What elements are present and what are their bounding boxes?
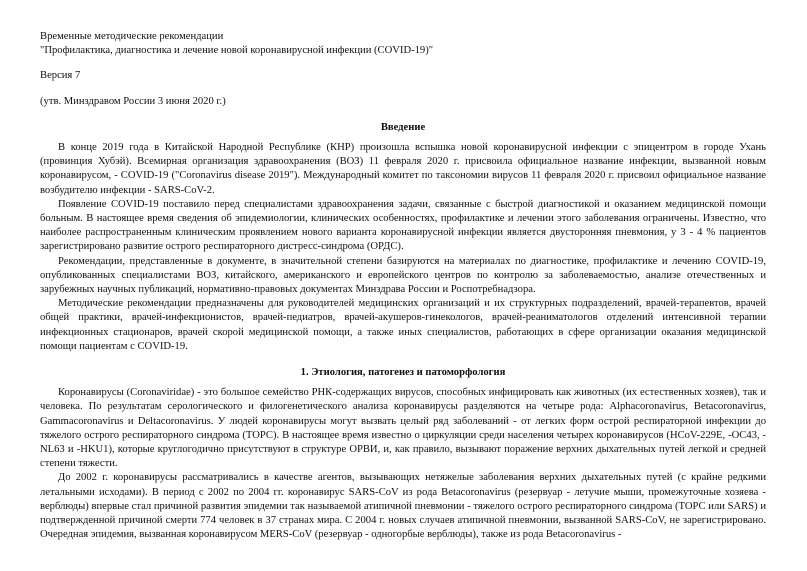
intro-paragraph: Появление COVID-19 поставило перед специалистами здравоохранения задачи, связанные с быстрой диагностикой и оказанием медицинской помощи больным. В настоящее время сведения об эпидемиологии, клинических особенностях, профилактике и лечении этого заболевания ограничены. Известно, что наиболее распространенным клиническим проявлением нового варианта коронавирусной инфекции является двусторонняя пневмония, у 3 - 4 % пациентов зарегистрировано развитие острого респираторного дистресс-синдрома (ОРДС). [40,198,766,253]
doc-header-line1: Временные методические рекомендации [40,31,224,42]
intro-paragraph: Методические рекомендации предназначены для руководителей медицинских организаций и их структурных подразделений, врачей-терапевтов, врачей общей практики, врачей-инфекционистов, врачей-педиатров, врачей-акушеров-гинекологов, врачей-реаниматологов отделений интенсивной терапии инфекционных стационаров, врачей скорой медицинской помощи, а также иных специалистов, работающих в сфере организации оказания медицинской помощи пациентам с COVID-19. [40,298,766,352]
doc-approved: (утв. Минздравом России 3 июня 2020 г.) [40,95,226,107]
doc-header-line2: "Профилактика, диагностика и лечение новой коронавирусной инфекции (COVID-19)" [40,45,434,57]
intro-paragraph: Рекомендации, представленные в документе, в значительной степени базируются на материалах по диагностике, профилактике и лечению COVID-19, опубликованных специалистами ВОЗ, китайского, американского и европейского центров по контролю за заболеваемостью, анализе отечественных и зарубежных научных публикаций, нормативно-правовых документах Минздрава России и Роспотребнадзора. [40,255,766,296]
document-page [40,30,766,543]
intro-title: Введение [380,121,426,133]
doc-version: Версия 7 [40,70,81,82]
intro-paragraph: В конце 2019 года в Китайской Народной Республике (КНР) произошла вспышка новой коронавирусной инфекции с эпицентром в городе Ухань (провинция Хубэй). Всемирная организация здравоохранения (ВОЗ) 11 февраля 2020 г. присвоила официальное название инфекции, вызванной новым коронавирусом, - COVID-19 ("Coronavirus disease 2019"). Международный комитет по таксономии вирусов 11 февраля 2020 г. присвоил официальное название возбудителю инфекции - SARS-CoV-2. [40,142,766,196]
section1-paragraph: До 2002 г. коронавирусы рассматривались в качестве агентов, вызывающих нетяжелые заболевания верхних дыхательных путей (с крайне редкими летальными исходами). В период с 2002 по 2004 гг. коронавирус SARS-CoV из рода Betacoronavirus (резервуар - летучие мыши, промежуточные хозяева - верблюды) впервые стал причиной развития эпидемии так называемой атипичной пневмонии - тяжелого острого респираторного синдрома (ТОРС или SARS) и подтвержденной причиной смерти 774 человек в 37 странах мира. С 2004 г. новых случаев атипичной пневмонии, вызванной SARS-CoV, не зарегистрировано. Очередная эпидемия, вызванная коронавирусом MERS-CoV (резервуар - одногорбые верблюды), также из рода Betacoronavirus - [40,472,766,541]
section1-title: 1. Этиология, патогенез и патоморфология [300,367,506,379]
section1-paragraph: Коронавирусы (Coronaviridae) - это большое семейство РНК-содержащих вирусов, способных инфицировать как животных (их естественных хозяев), так и человека. По результатам серологического и филогенетического анализа коронавирусы разделяются на четыре рода: Alphacoronavirus, Betacoronavirus, Gammacoronavirus и Deltacoronavirus. У людей коронавирусы могут вызвать целый ряд заболеваний - от легких форм острой респираторной инфекции до тяжелого острого респираторного синдрома (ТОРС). В настоящее время известно о циркуляции среди населения четырех коронавирусов (HCoV-229E, -OC43, -NL63 и -HKU1), которые круглогодично присутствуют в структуре ОРВИ, и, как правило, вызывают поражение верхних дыхательных путей легкой и средней степени тяжести. [40,387,766,470]
